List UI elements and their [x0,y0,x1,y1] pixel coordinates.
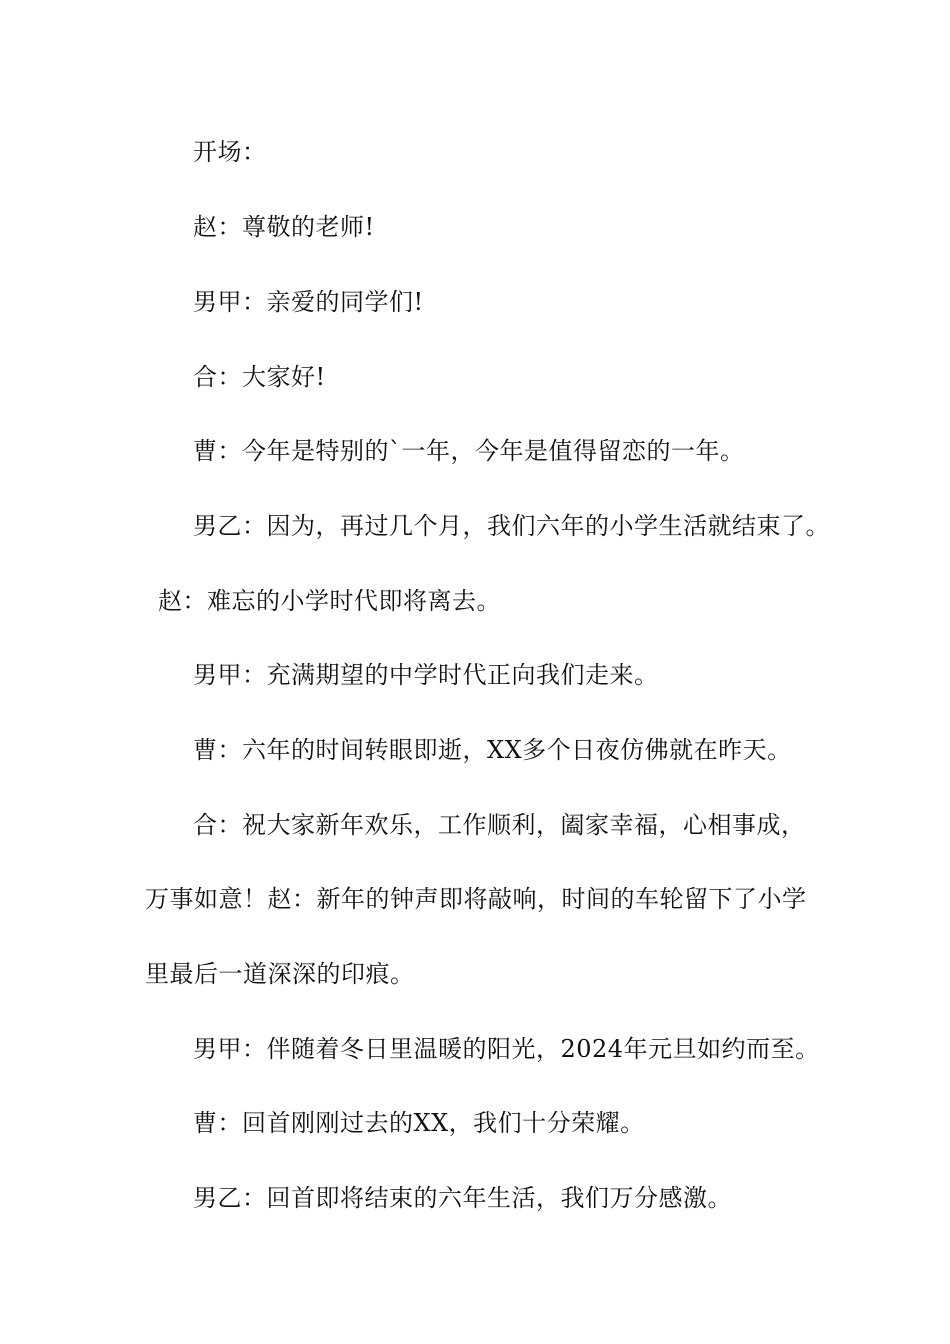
text-line: 赵：难忘的小学时代即将离去。 [158,587,501,615]
text-line: 男乙：回首即将结束的六年生活，我们万分感激。 [193,1184,732,1212]
text-line: 男甲：充满期望的中学时代正向我们走来。 [193,661,659,689]
text-line: 合：大家好! [193,363,326,391]
text-line: 男甲：伴随着冬日里温暖的阳光，2024年元旦如约而至。 [193,1035,820,1063]
text-line: 男乙：因为，再过几个月，我们六年的小学生活就结束了。 [193,512,830,540]
text-line: 曹：今年是特别的`一年，今年是值得留恋的一年。 [193,437,745,465]
text-line: 合：祝大家新年欢乐，工作顺利，阖家幸福，心相事成， [193,811,806,839]
text-line: 曹：六年的时间转眼即逝，XX多个日夜仿佛就在昨天。 [193,736,792,764]
text-line: 万事如意！赵：新年的钟声即将敲响，时间的车轮留下了小学 [145,885,807,913]
text-line: 男甲：亲爱的同学们! [193,288,424,316]
text-line: 曹：回首刚刚过去的XX，我们十分荣耀。 [193,1109,645,1137]
text-line: 开场： [193,138,267,166]
text-line: 赵：尊敬的老师! [193,213,375,241]
text-line: 里最后一道深深的印痕。 [145,960,415,988]
